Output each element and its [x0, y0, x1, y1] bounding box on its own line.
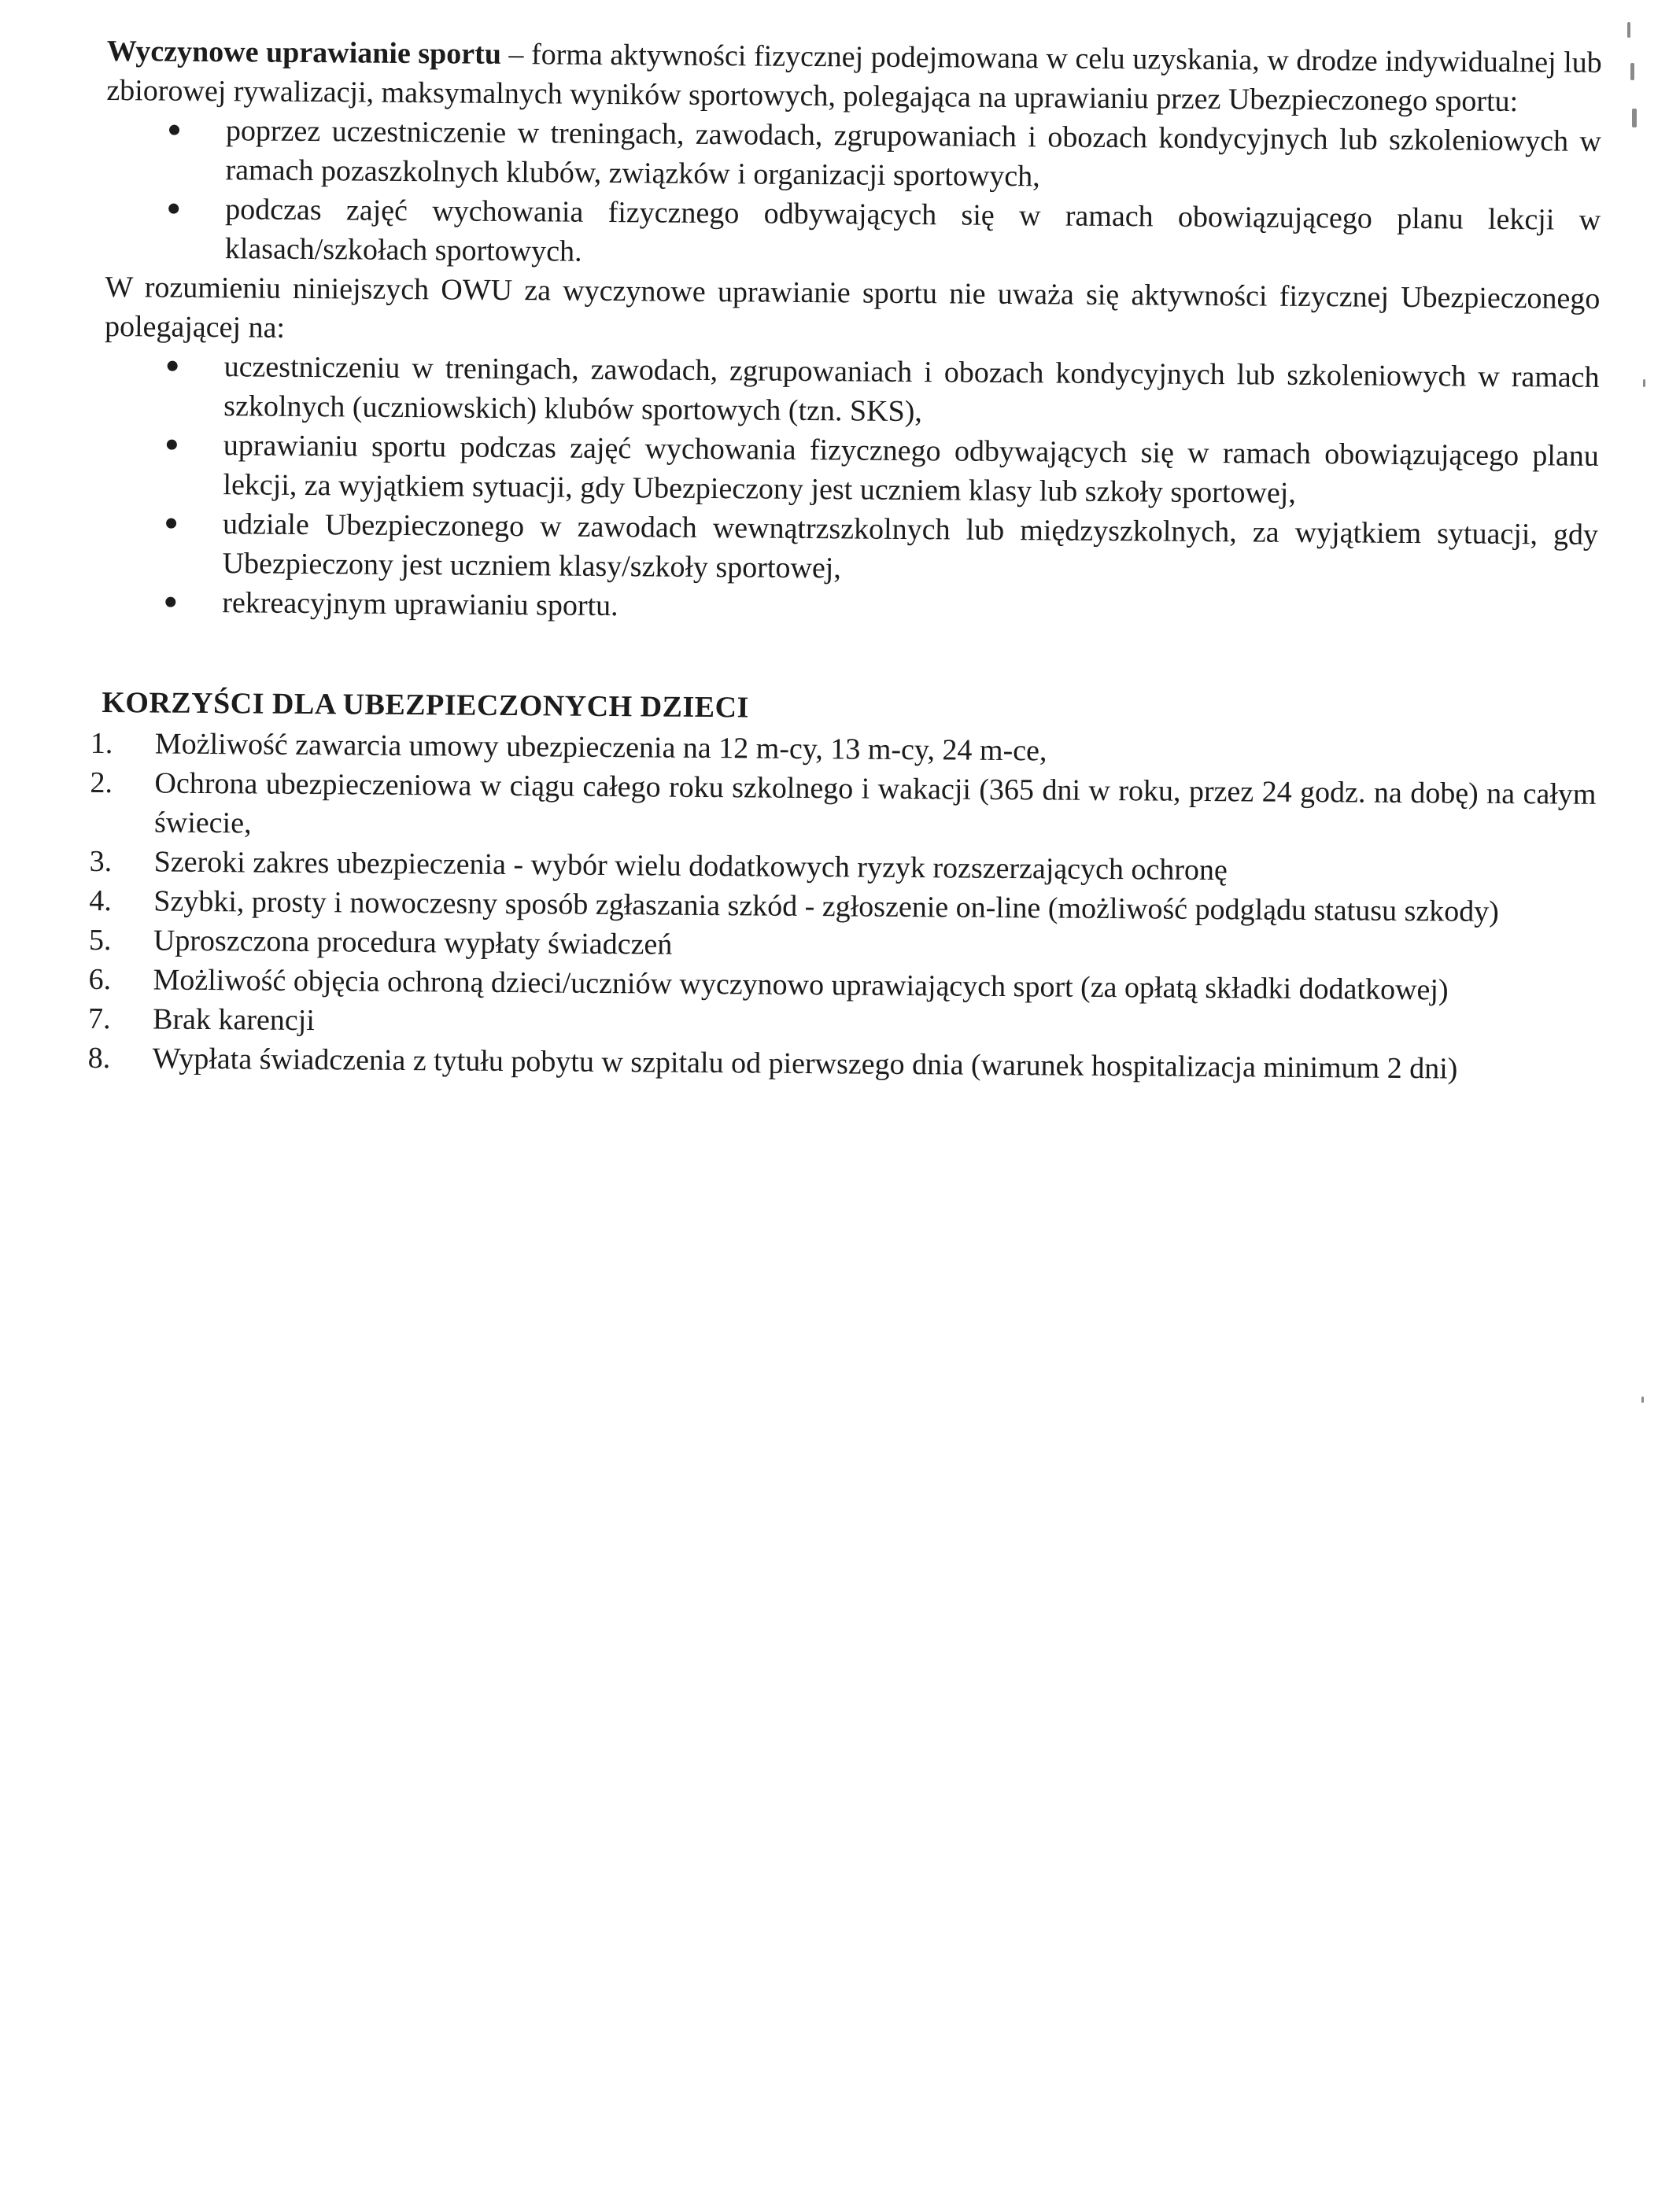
excluded-activities-list [102, 346, 1600, 633]
list-item-text: podczas zajęć wychowania fizycznego odbywających się w ramach obowiązującego planu lekcji w klasach/szkołach sportowych. [224, 193, 1601, 268]
exclusion-intro: W rozumieniu niniejszych OWU za wyczynowe uprawianie sportu nie uważa się aktywności fizycznej Ubezpieczonego polegającej na: [104, 270, 1601, 345]
scan-artifact [1641, 1397, 1644, 1403]
benefit-number: 8. [87, 1041, 111, 1076]
benefit-text: Możliwość objęcia ochroną dzieci/uczniów wyczynowo uprawiających sport (za opłatą składki dodatkowej) [153, 963, 1449, 1007]
benefit-number: 4. [89, 884, 112, 918]
benefit-number: 7. [87, 1002, 111, 1036]
benefit-number: 2. [90, 766, 113, 800]
bullet-icon [169, 125, 179, 135]
list-item-text: uprawianiu sportu podczas zajęć wychowania fizycznego odbywających się w ramach obowiązującego planu lekcji, za wyjątkiem sytuacji, gdy Ubezpieczony jest uczniem klasy lub szkoły sportowej, [223, 429, 1599, 510]
list-item [225, 190, 1601, 279]
benefit-number: 6. [88, 962, 112, 997]
benefit-text: Uproszczona procedura wypłaty świadczeń [153, 924, 673, 961]
list-item [223, 347, 1600, 437]
list-item [222, 504, 1598, 594]
benefit-number: 5. [88, 923, 112, 957]
benefit-item [90, 764, 1597, 854]
list-item-text: rekreacyjnym uprawianiu sportu. [222, 586, 618, 623]
benefit-text: Szeroki zakres ubezpieczenia - wybór wielu dodatkowych ryzyk rozszerzających ochronę [153, 845, 1228, 887]
definition-paragraph [106, 31, 1602, 122]
definition-text: – forma aktywności fizycznej podejmowana w celu uzyskania, w drodze indywidualnej lub zbiorowej rywalizacji, maksymalnych wyników sportowych, polegająca na uprawianiu przez Ubezpieczonego sportu: [106, 37, 1602, 119]
benefit-text: Brak karencji [152, 1002, 316, 1038]
list-item [225, 111, 1601, 201]
definition-term: Wyczynowe uprawianie sportu [106, 34, 502, 71]
list-item [223, 426, 1599, 515]
benefit-text: Szybki, prosty i nowoczesny sposób zgłaszania szkód - zgłoszenie on-line (możliwość podglądu statusu szkody) [153, 884, 1500, 928]
benefits-heading: KORZYŚCI DLA UBEZPIECZONYCH DZIECI [102, 685, 750, 725]
scan-artifact [1627, 22, 1630, 38]
section-gap [102, 622, 1597, 695]
bullet-icon [168, 361, 178, 371]
list-item-text: udziale Ubezpieczonego w zawodach wewnątrzszkolnych lub międzyszkolnych, za wyjątkiem sytuacji, gdy Ubezpieczony jest uczniem klasy/szkoły sportowej, [222, 507, 1599, 585]
benefit-text: Możliwość zawarcia umowy ubezpieczenia na 12 m-cy, 13 m-cy, 24 m-ce, [154, 727, 1047, 768]
bullet-icon [167, 440, 177, 450]
benefit-number: 3. [89, 844, 113, 879]
list-item-text: poprzez uczestniczenie w treningach, zawodach, zgrupowaniach i obozach kondycyjnych lub szkoleniowych w ramach pozaszkolnych klubów, związków i organizacji sportowych, [225, 114, 1602, 194]
list-item-text: uczestniczeniu w treningach, zawodach, zgrupowaniach i obozach kondycyjnych lub szkoleniowych w ramach szkolnych (uczniowskich) klubów sportowych (tzn. SKS), [223, 350, 1600, 429]
bullet-icon [166, 518, 176, 529]
benefit-number: 1. [90, 726, 113, 761]
benefits-list [87, 724, 1597, 1090]
document-body [87, 31, 1602, 1090]
benefit-text: Ochrona ubezpieczeniowa w ciągu całego roku szkolnego i wakacji (365 dni w roku, przez 24 godz. na dobę) na całym świecie, [153, 766, 1597, 840]
bullet-icon [168, 204, 179, 214]
scan-artifact [1630, 63, 1634, 80]
benefit-text: Wypłata świadczenia z tytułu pobytu w szpitalu od pierwszego dnia (warunek hospitalizacja minimum 2 dni) [152, 1042, 1458, 1086]
included-activities-list [105, 110, 1602, 279]
scan-artifact [1643, 379, 1645, 387]
bullet-icon [165, 597, 175, 607]
scan-artifact [1632, 109, 1637, 127]
